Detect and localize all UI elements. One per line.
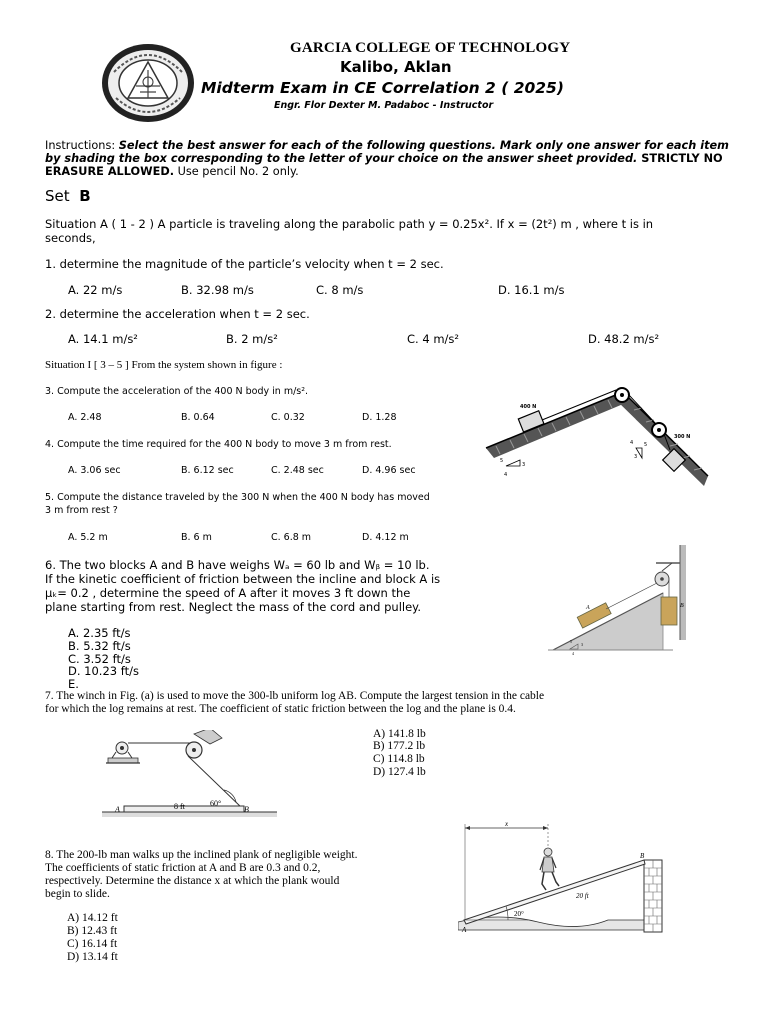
question-8-line4: begin to slide. [45,888,110,900]
pulley-system-figure [476,380,716,500]
q7-option-c: C) 114.8 lb [373,753,425,765]
q7-option-a: A) 141.8 lb [373,728,426,740]
q3-option-a: A. 2.48 [68,412,102,423]
question-7-line1: 7. The winch in Fig. (a) is used to move the 300-lb uniform log AB. Compute the largest tension in the cable [45,690,545,702]
college-seal [100,42,196,124]
college-city: Kalibo, Aklan [340,58,452,76]
slope-5: 5 [570,639,572,644]
question-7-line2: for which the log remains at rest. The coefficient of static friction between the log and the plane is 0.4. [45,703,516,715]
q8-option-d: D) 13.14 ft [67,951,118,963]
q1-option-a: A. 22 m/s [68,283,123,297]
q4-option-b: B. 6.12 sec [181,465,234,476]
log-end-a: A [115,805,120,814]
instructions-text: Select the best answer for each of the following questions. Mark only one answer for each item by shading the box corresponding to the letter of your choice on the answer sheet provided. [45,139,729,165]
cable-angle: 60° [210,799,222,808]
question-1: 1. determine the magnitude of the particle’s velocity when t = 2 sec. [45,257,444,271]
q5-option-c: C. 6.8 m [271,532,312,543]
question-6-line4: plane starting from rest. Neglect the mass of the cord and pulley. [45,600,421,614]
q2-option-a: A. 14.1 m/s² [68,332,138,346]
dimension-x: x [505,820,509,828]
q4-option-a: A. 3.06 sec [68,465,121,476]
q3-option-c: C. 0.32 [271,412,305,423]
q6-option-c: C. 3.52 ft/s [68,652,131,666]
college-name: GARCIA COLLEGE OF TECHNOLOGY [290,40,571,56]
q6-option-b: B. 5.32 ft/s [68,639,131,653]
q5-option-a: A. 5.2 m [68,532,108,543]
q7-option-b: B) 177.2 lb [373,740,426,752]
slope-5-left: 5 [500,458,504,464]
question-4: 4. Compute the time required for the 400 N body to move 3 m from rest. [45,439,392,450]
q4-option-c: C. 2.48 sec [271,465,324,476]
inclined-plank-figure [458,820,668,945]
instructions-label: Instructions: [45,139,119,152]
set-value: B [79,187,91,205]
q2-option-c: C. 4 m/s² [407,332,459,346]
q3-option-b: B. 0.64 [181,412,215,423]
q5-option-d: D. 4.12 m [362,532,409,543]
set-line [45,187,91,205]
slope-3-left: 3 [522,462,526,468]
label-300n: 300 N [674,434,691,440]
question-2: 2. determine the acceleration when t = 2 sec. [45,307,310,321]
plank-end-b: B [640,852,645,860]
situation-a-line2: seconds, [45,231,96,245]
slope-3-right: 3 [634,454,638,460]
q8-option-c: C) 16.14 ft [67,938,118,950]
question-6-line2: If the kinetic coefficient of friction between the incline and block A is [45,572,441,586]
q6-option-d: D. 10.23 ft/s [68,664,139,678]
label-400n: 400 N [520,404,537,410]
log-end-b: B [244,805,249,814]
q1-option-c: C. 8 m/s [316,283,364,297]
question-8-line2: The coefficients of static friction at A and B are 0.3 and 0.2, [45,862,321,874]
question-5-line1: 5. Compute the distance traveled by the 300 N when the 400 N body has moved [45,492,430,503]
log-length: 8 ft [174,802,185,811]
q8-option-a: A) 14.12 ft [67,912,118,924]
q2-option-d: D. 48.2 m/s² [588,332,660,346]
incline-pulley-figure [548,545,703,655]
q6-option-e: E. [68,677,79,691]
q7-option-d: D) 127.4 lb [373,766,426,778]
q2-option-b: B. 2 m/s² [226,332,278,346]
instructor-name: Engr. Flor Dexter M. Padaboc - Instructor [274,100,494,111]
slope-4-left: 4 [504,472,508,478]
slope-3: 3 [581,642,583,647]
block-a-label: A [586,605,590,611]
question-6-line1: 6. The two blocks A and B have weighs Wₐ = 60 lb and Wᵦ = 10 lb. [45,558,430,572]
question-3: 3. Compute the acceleration of the 400 N body in m/s². [45,386,309,397]
set-label: Set [45,187,70,205]
q8-option-b: B) 12.43 ft [67,925,118,937]
q1-option-b: B. 32.98 m/s [181,283,254,297]
block-b-label: B [680,603,684,609]
slope-4-right: 4 [630,440,634,446]
slope-5-right: 5 [644,442,648,448]
instructions [45,139,735,178]
q1-option-d: D. 16.1 m/s [498,283,565,297]
plank-length: 20 ft [576,892,589,900]
instructions-pencil: Use pencil No. 2 only. [174,165,299,178]
plank-angle: 20° [514,910,524,918]
slope-4: 4 [572,651,574,655]
instructions-strict: STRICTLY NO ERASURE ALLOWED. [45,152,723,178]
plank-end-a: A [462,926,467,934]
q5-option-b: B. 6 m [181,532,212,543]
situation-a-line1: Situation A ( 1 - 2 ) A particle is traveling along the parabolic path y = 0.25x². If x = (2t²) m , where t is in [45,217,654,231]
question-8-line1: 8. The 200-lb man walks up the inclined plank of negligible weight. [45,849,358,861]
question-6-line3: μₖ= 0.2 , determine the speed of A after it moves 3 ft down the [45,586,411,600]
situation-i: Situation I [ 3 – 5 ] From the system shown in figure : [45,359,283,371]
question-5-line2: 3 m from rest ? [45,505,118,516]
q6-option-a: A. 2.35 ft/s [68,626,131,640]
q3-option-d: D. 1.28 [362,412,397,423]
exam-title: Midterm Exam in CE Correlation 2 ( 2025) [201,79,564,97]
question-8-line3: respectively. Determine the distance x at which the plank would [45,875,340,887]
q4-option-d: D. 4.96 sec [362,465,416,476]
winch-log-figure [102,730,282,830]
